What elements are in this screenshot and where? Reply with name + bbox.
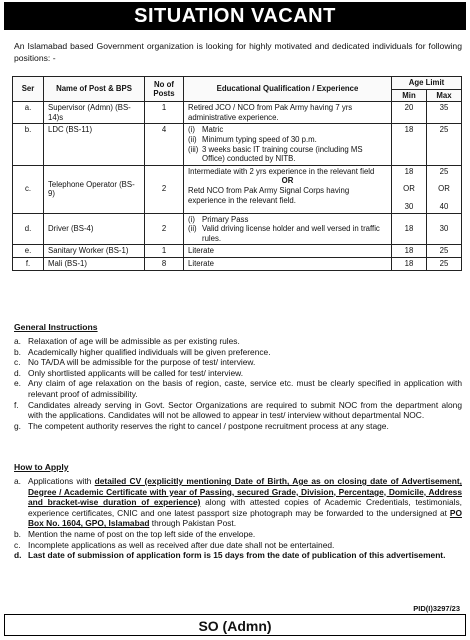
- list-item: f. Candidates already serving in Govt. Sector Organizations are required to submit NOC from the department along with the applications. Candidates will not be allowed to appear in test/ interview without departmental NOC.: [14, 399, 462, 421]
- intro-paragraph: An Islamabad based Government organization is looking for highly motivated and dedicated individuals for following positions: -: [14, 41, 462, 63]
- list-item: c. Incomplete applications as well as received after due date shall not be entertained.: [14, 539, 335, 550]
- row-age-min: 18: [392, 245, 427, 258]
- row-posts-count: 1: [145, 245, 184, 258]
- row-qualification: [184, 165, 392, 213]
- table-row: [13, 102, 462, 124]
- qualification-item: (i) Matric: [188, 125, 224, 135]
- publication-ref: PID(I)3297/23: [413, 604, 460, 613]
- row-post-name: LDC (BS-11): [44, 124, 145, 165]
- row-age-max: 25: [427, 257, 462, 270]
- list-item: a. Applications with detailed CV (explicitly mentioning Date of Birth, Age as on closing date of Advertisement, Degree / Academic Certificate with year of Passing, secured Grade, Division, Percentage, Domicile, Address and bracket-wise duration of experience) along with attested copies of Academic Credentials, testimonials, experience certificates, CNIC and one latest passport size photograph may be forwarded to the undersigned at PO Box No. 1604, GPO, Islamabad through Pakistan Post.: [14, 476, 462, 529]
- row-ser: c.: [13, 165, 44, 213]
- row-posts-count: 4: [145, 124, 184, 165]
- row-age-max: 25: [427, 124, 462, 165]
- list-item: b. Mention the name of post on the top left side of the envelope.: [14, 528, 256, 539]
- header-name: Name of Post & BPS: [44, 77, 145, 102]
- header-no: No of Posts: [145, 77, 184, 102]
- row-posts-count: 2: [145, 165, 184, 213]
- row-post-name: Sanitary Worker (BS-1): [44, 245, 145, 258]
- row-qualification: Literate: [184, 245, 392, 258]
- row-ser: e.: [13, 245, 44, 258]
- row-age-min: 20: [392, 102, 427, 124]
- page-title: SITUATION VACANT: [4, 2, 466, 30]
- row-ser: a.: [13, 102, 44, 124]
- row-age-min: 18: [392, 257, 427, 270]
- header-min: Min: [392, 89, 427, 102]
- how-to-apply-list: [14, 476, 462, 561]
- row-qualification: [184, 213, 392, 245]
- row-qualification: [184, 124, 392, 165]
- table-row: [13, 257, 462, 270]
- header-max: Max: [427, 89, 462, 102]
- posts-table: [12, 76, 462, 271]
- qualification-item: (ii) Minimum typing speed of 30 p.m.: [188, 134, 317, 144]
- header-qualification: Educational Qualification / Experience: [184, 77, 392, 102]
- list-item: b. Academically higher qualified individuals will be given preference.: [14, 346, 271, 357]
- qualification-item: (ii) Valid driving license holder and well versed in traffic rules.: [188, 224, 380, 243]
- how-to-apply-heading: How to Apply: [14, 462, 69, 472]
- header-ser: Ser: [13, 77, 44, 102]
- qualification-item: (i) Primary Pass: [188, 214, 249, 224]
- list-item: a. Relaxation of age will be admissible as per existing rules.: [14, 336, 240, 346]
- table-row: [13, 124, 462, 165]
- row-qualification: Retired JCO / NCO from Pak Army having 7 yrs administrative experience.: [184, 102, 392, 124]
- list-item: e. Any claim of age relaxation on the basis of region, caste, service etc. must be clearly specified in application with relevant proof of admissibility.: [14, 378, 462, 399]
- row-ser: d.: [13, 213, 44, 245]
- row-age-min: 18: [392, 124, 427, 165]
- qualification-or: OR: [281, 176, 294, 186]
- general-instructions-list: [14, 336, 462, 431]
- row-age-min: 18 OR 30: [392, 165, 427, 213]
- header-age-limit: Age Limit: [392, 77, 462, 90]
- row-age-max: 30: [427, 213, 462, 245]
- row-posts-count: 8: [145, 257, 184, 270]
- qualification-item: (iii) 3 weeks basic IT training course (including MS Office) conducted by NITB.: [188, 144, 363, 164]
- list-item: d. Only shortlisted applicants will be called for test/ interview.: [14, 367, 244, 378]
- row-post-name: Driver (BS-4): [44, 213, 145, 245]
- table-row: [13, 245, 462, 258]
- table-row: [13, 213, 462, 245]
- row-post-name: Supervisor (Admn) (BS-14)s: [44, 102, 145, 124]
- row-ser: f.: [13, 257, 44, 270]
- row-posts-count: 2: [145, 213, 184, 245]
- row-age-min: 18: [392, 213, 427, 245]
- list-item: c. No TA/DA will be admissible for the purpose of test/ interview.: [14, 357, 256, 368]
- qualification-option-a: Intermediate with 2 yrs experience in the relevant field: [188, 166, 375, 176]
- row-age-max: 35: [427, 102, 462, 124]
- row-post-name: Telephone Operator (BS-9): [44, 165, 145, 213]
- row-qualification: Literate: [184, 257, 392, 270]
- list-item: g. The competent authority reserves the right to cancel / postpone recruitment process at any stage.: [14, 420, 389, 431]
- row-post-name: Mali (BS-1): [44, 257, 145, 270]
- row-age-max: 25 OR 40: [427, 165, 462, 213]
- table-row: [13, 165, 462, 213]
- row-age-max: 25: [427, 245, 462, 258]
- row-ser: b.: [13, 124, 44, 165]
- row-posts-count: 1: [145, 102, 184, 124]
- signature-footer: SO (Admn): [4, 614, 466, 636]
- list-item: d. Last date of submission of application form is 15 days from the date of publication of this advertisement.: [14, 550, 446, 561]
- qualification-option-b: Retd NCO from Pak Army Signal Corps having experience in the relevant field.: [188, 185, 350, 205]
- general-instructions-heading: General Instructions: [14, 322, 98, 332]
